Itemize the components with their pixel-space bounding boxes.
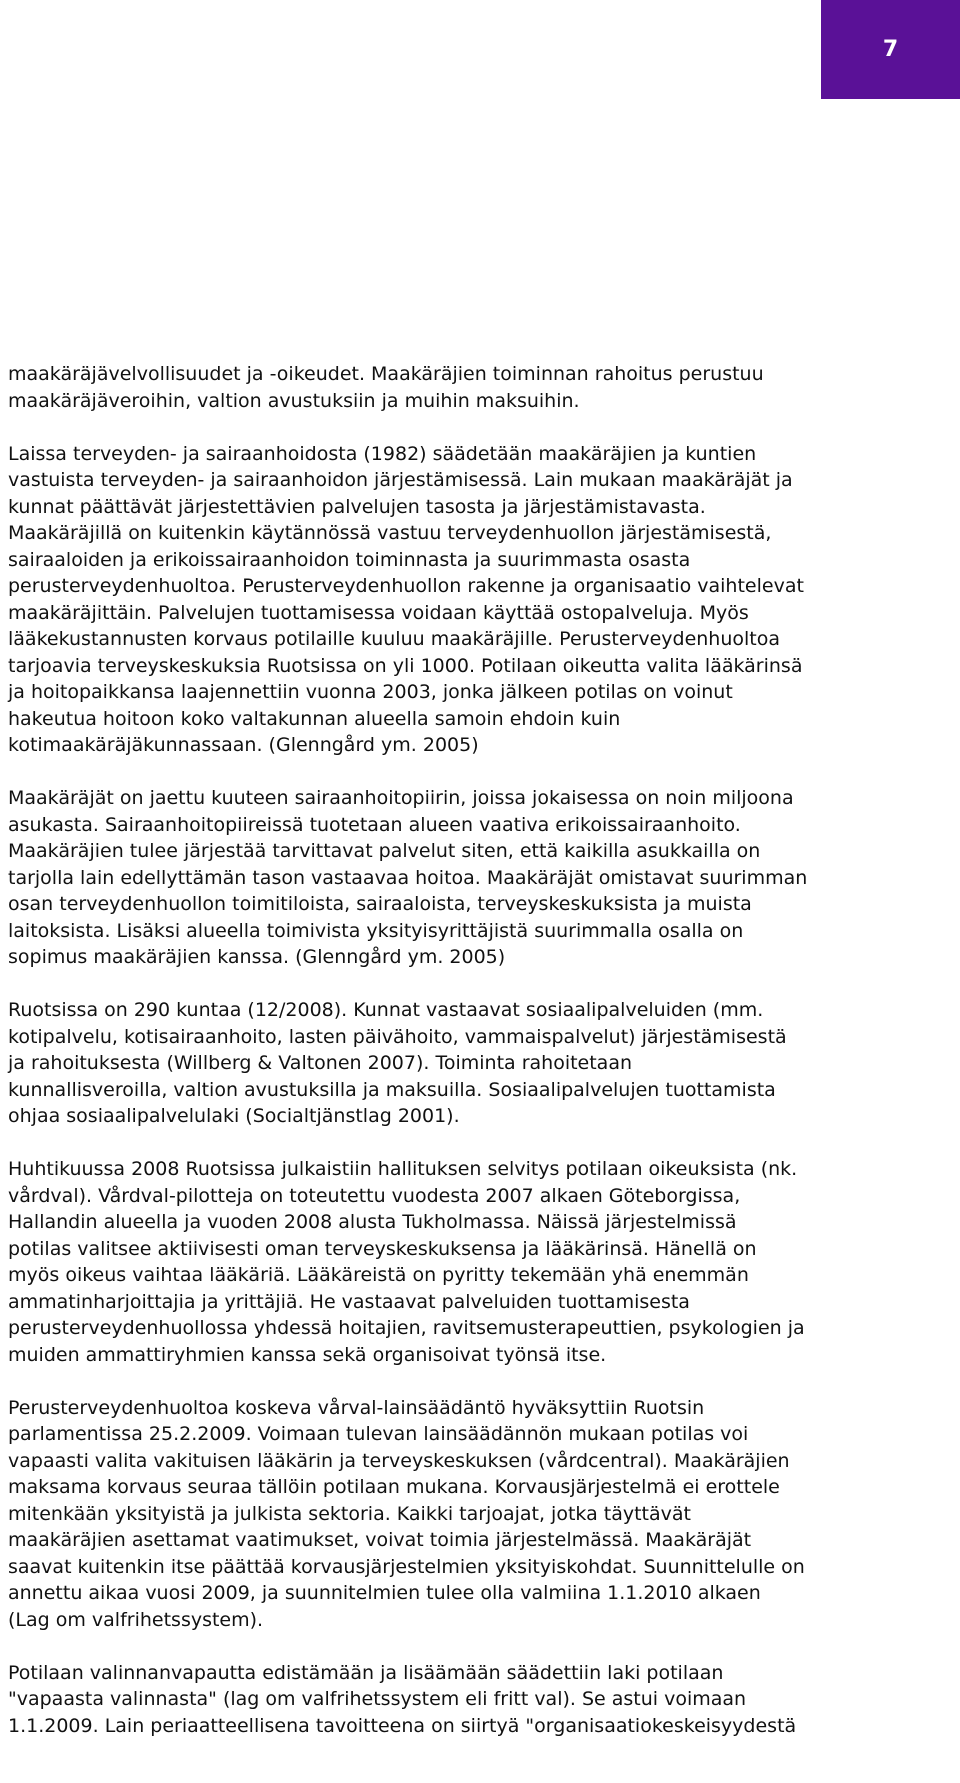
text-line: Laissa terveyden- ja sairaanhoidosta (1982) säädetään maakäräjien ja kuntien bbox=[8, 442, 757, 465]
text-line: muiden ammattiryhmien kanssa sekä organisoivat työnsä itse. bbox=[8, 1343, 607, 1366]
text-line: lääkekustannusten korvaus potilaille kuuluu maakäräjille. Perusterveydenhuoltoa bbox=[8, 628, 781, 650]
text-line: asukasta. Sairaanhoitopiireissä tuotetaan alueen vaativa erikoissairaanhoito. bbox=[8, 813, 741, 836]
text-line: sopimus maakäräjien kanssa. (Glenngård ym. 2005) bbox=[8, 946, 506, 968]
text-line: ja hoitopaikkansa laajennettiin vuonna 2003, jonka jälkeen potilas on voinut bbox=[8, 681, 733, 703]
text-line: ja rahoituksesta (Willberg & Valtonen 2007). Toiminta rahoitetaan bbox=[8, 1052, 633, 1074]
text-line: laitoksista. Lisäksi alueella toimivista yksityisyrittäjistä suurimmalla osalla on bbox=[8, 919, 744, 942]
text-line: kunnallisveroilla, valtion avustuksilla ja maksuilla. Sosiaalipalvelujen tuottamista bbox=[8, 1078, 776, 1101]
text-line: ohjaa sosiaalipalvelulaki (Socialtjänstlag 2001). bbox=[8, 1105, 460, 1127]
text-line: parlamentissa 25.2.2009. Voimaan tulevan lainsäädännön mukaan potilas voi bbox=[8, 1423, 749, 1445]
text-line: maakäräjittäin. Palvelujen tuottamisessa voidaan käyttää ostopalveluja. Myös bbox=[8, 601, 749, 624]
text-line: Maakäräjät on jaettu kuuteen sairaanhoitopiirin, joissa jokaisessa on noin miljoona bbox=[8, 787, 794, 809]
text-line: maakäräjävelvollisuudet ja -oikeudet. Maakäräjien toiminnan rahoitus perustuu bbox=[8, 363, 764, 385]
text-line: myös oikeus vaihtaa lääkäriä. Lääkäreistä on pyritty tekemään yhä enemmän bbox=[8, 1264, 749, 1286]
text-line: Maakäräjien tulee järjestää tarvittavat palvelut siten, että kaikilla asukkailla on bbox=[8, 840, 761, 862]
text-line: mitenkään yksityistä ja julkista sektoria. Kaikki tarjoajat, jotka täyttävät bbox=[8, 1502, 691, 1525]
page-number-badge bbox=[821, 0, 960, 99]
text-line: vårdval). Vårdval-pilotteja on toteutettu vuodesta 2007 alkaen Göteborgissa, bbox=[8, 1184, 741, 1207]
text-line: vastuista terveyden- ja sairaanhoidon järjestämisessä. Lain mukaan maakäräjät ja bbox=[8, 469, 793, 491]
text-line: perusterveydenhuoltoa. Perusterveydenhuollon rakenne ja organisaatio vaihtelevat bbox=[8, 575, 804, 597]
text-line: maakäräjien asettamat vaatimukset, voivat toimia järjestelmässä. Maakäräjät bbox=[8, 1529, 752, 1551]
text-line: saavat kuitenkin itse päättää korvausjärjestelmien yksityiskohdat. Suunnittelulle on bbox=[8, 1555, 805, 1578]
text-line: kunnat päättävät järjestettävien palvelujen tasosta ja järjestämistavasta. bbox=[8, 495, 706, 518]
paragraph-gap bbox=[8, 971, 956, 998]
text-line: sairaaloiden ja erikoissairaanhoidon toiminnasta ja suurimmasta osasta bbox=[8, 548, 691, 571]
text-line: perusterveydenhuollossa yhdessä hoitajien, ravitsemusterapeuttien, psykologien ja bbox=[8, 1317, 805, 1339]
paragraph-gap bbox=[8, 414, 956, 441]
text-line: maksama korvaus seuraa tällöin potilaan mukana. Korvausjärjestelmä ei erottele bbox=[8, 1476, 780, 1498]
text-line: 1.1.2009. Lain periaatteellisena tavoitteena on siirtyä "organisaatiokeskeisyydestä bbox=[8, 1714, 797, 1737]
text-line: ammatinharjoittajia ja yrittäjiä. He vastaavat palveluiden tuottamisesta bbox=[8, 1290, 690, 1313]
text-line: annettu aikaa vuosi 2009, ja suunnitelmien tulee olla valmiina 1.1.2010 alkaen bbox=[8, 1582, 761, 1604]
text-line: (Lag om valfrihetssystem). bbox=[8, 1608, 264, 1631]
text-line: potilas valitsee aktiivisesti oman terveyskeskuksensa ja lääkärinsä. Hänellä on bbox=[8, 1237, 757, 1260]
text-line: Maakäräjillä on kuitenkin käytännössä vastuu terveydenhuollon järjestämisestä, bbox=[8, 522, 772, 544]
paragraph-gap bbox=[8, 1130, 956, 1157]
text-line: tarjolla lain edellyttämän tason vastaavaa hoitoa. Maakäräjät omistavat suurimman bbox=[8, 866, 808, 889]
text-line: kotimaakäräjäkunnassaan. (Glenngård ym. 2005) bbox=[8, 734, 479, 756]
text-line: Hallandin alueella ja vuoden 2008 alusta Tukholmassa. Näissä järjestelmissä bbox=[8, 1211, 737, 1233]
text-line: Ruotsissa on 290 kuntaa (12/2008). Kunnat vastaavat sosiaalipalveluiden (mm. bbox=[8, 999, 764, 1021]
text-line: vapaasti valita vakituisen lääkärin ja terveyskeskuksen (vårdcentral). Maakäräjien bbox=[8, 1449, 790, 1472]
text-line: "vapaasta valinnasta" (lag om valfrihetssystem eli fritt val). Se astui voimaan bbox=[8, 1688, 747, 1710]
paragraph-gap bbox=[8, 1368, 956, 1395]
text-line: maakäräjäveroihin, valtion avustuksiin ja muihin maksuihin. bbox=[8, 389, 580, 412]
text-line: Perusterveydenhuoltoa koskeva vårval-lainsäädäntö hyväksyttiin Ruotsin bbox=[8, 1396, 705, 1419]
paragraph-gap bbox=[8, 759, 956, 786]
paragraph-gap bbox=[8, 1633, 956, 1660]
text-line: Huhtikuussa 2008 Ruotsissa julkaistiin hallituksen selvitys potilaan oikeuksista (nk. bbox=[8, 1158, 798, 1180]
document-body bbox=[8, 361, 956, 1739]
text-line: Potilaan valinnanvapautta edistämään ja lisäämään säädettiin laki potilaan bbox=[8, 1661, 724, 1684]
text-line: kotipalvelu, kotisairaanhoito, lasten päivähoito, vammaispalvelut) järjestämisestä bbox=[8, 1025, 787, 1048]
text-line: osan terveydenhuollon toimitiloista, sairaaloista, terveyskeskuksista ja muista bbox=[8, 893, 752, 915]
text-line: hakeutua hoitoon koko valtakunnan alueella samoin ehdoin kuin bbox=[8, 707, 621, 730]
page-number: 7 bbox=[882, 37, 899, 62]
text-line: tarjoavia terveyskeskuksia Ruotsissa on yli 1000. Potilaan oikeutta valita lääkärinsä bbox=[8, 654, 803, 677]
